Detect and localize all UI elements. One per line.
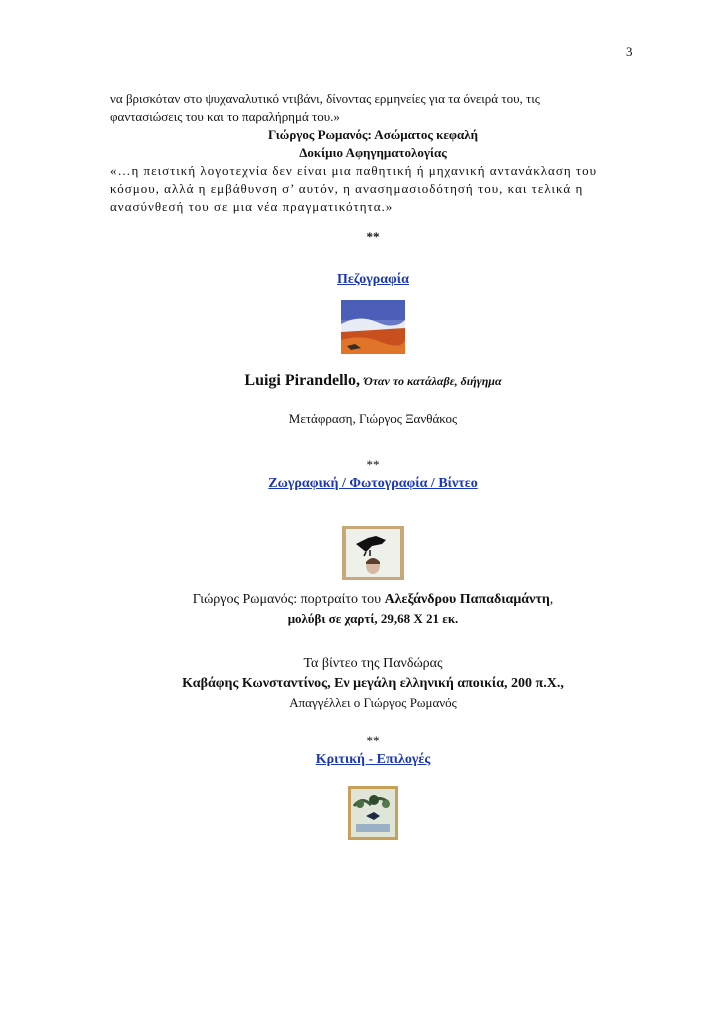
prose-author: Luigi Pirandello, bbox=[244, 372, 360, 389]
video-title: Τα βίντεο της Πανδώρας bbox=[303, 656, 443, 671]
prose-translation: Μετάφραση, Γιώργος Ξανθάκος bbox=[288, 411, 458, 426]
essay-quote-line-1: «…η πειστική λογοτεχνία δεν είναι μια παθητική ή μηχανική αντανάκλαση του bbox=[110, 163, 598, 178]
art-caption-medium: μολύβι σε χαρτί, 29,68 Χ 21 εκ. bbox=[287, 611, 459, 626]
essay-quote-line-2: κόσμου, αλλά η εμβάθυνση σ’ αυτόν, η ανασημασιοδότησή του, και τελικά η bbox=[110, 181, 584, 196]
essay-title: Γιώργος Ρωμανός: Ασώματος κεφαλή bbox=[267, 127, 479, 142]
art-caption-subject: Αλεξάνδρου Παπαδιαμάντη bbox=[384, 592, 550, 607]
page-number: 3 bbox=[626, 44, 633, 59]
art-caption-start: Γιώργος Ρωμανός: πορτραίτο του bbox=[192, 592, 385, 607]
landscape-painting-thumbnail[interactable] bbox=[341, 300, 405, 354]
essay-quote-line-3: ανασύνθεσή του σε μια νέα πραγματικότητα.» bbox=[110, 199, 394, 214]
video-description: Καβάφης Κωνσταντίνος, Εν μεγάλη ελληνική αποικία, 200 π.Χ., bbox=[182, 676, 564, 691]
portrait-thumbnail[interactable] bbox=[342, 526, 404, 580]
art-photo-video-link[interactable]: Ζωγραφική / Φωτογραφία / Βίντεο bbox=[268, 476, 478, 491]
separator: ** bbox=[366, 229, 380, 244]
separator: ** bbox=[366, 457, 380, 472]
video-reader: Απαγγέλλει ο Γιώργος Ρωμανός bbox=[289, 695, 457, 710]
essay-subtitle: Δοκίμιο Αφηγηματολογίας bbox=[299, 145, 447, 160]
art-caption-end: , bbox=[549, 592, 554, 607]
page-content bbox=[110, 90, 636, 840]
prose-work: Όταν το κατάλαβε, διήγημα bbox=[363, 374, 502, 388]
intro-line-1: να βρισκόταν στο ψυχαναλυτικό ντιβάνι, δίνοντας ερμηνείες για τα όνειρά του, τις bbox=[110, 91, 540, 106]
separator: ** bbox=[366, 733, 380, 748]
critique-painting-thumbnail[interactable] bbox=[348, 786, 398, 840]
intro-line-2: φαντασιώσεις του και το παραλήρημά του.» bbox=[110, 109, 340, 124]
critique-selections-link[interactable]: Κριτική - Επιλογές bbox=[315, 752, 431, 767]
prose-link[interactable]: Πεζογραφία bbox=[337, 272, 409, 287]
